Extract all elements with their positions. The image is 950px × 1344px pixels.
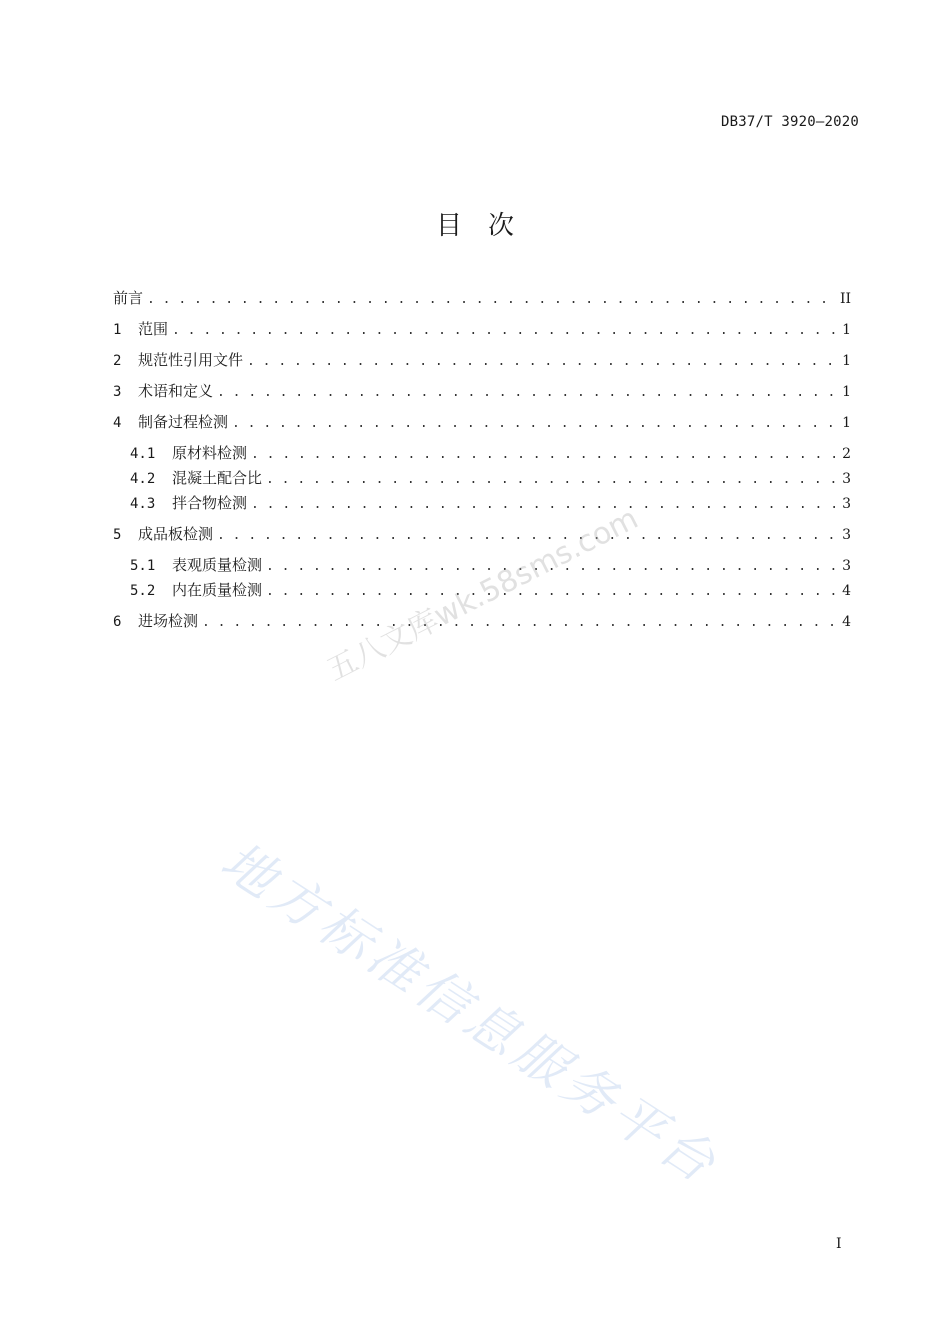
toc-entry-number: 1 — [113, 322, 122, 338]
toc-entry-number: 3 — [113, 384, 122, 400]
toc-entry-page: 3 — [842, 496, 851, 512]
toc-entry-preparation-testing[interactable] — [113, 411, 851, 433]
toc-entry-finished-panel[interactable] — [113, 523, 851, 545]
toc-entry-number: 6 — [113, 614, 122, 630]
toc-entry-page: 4 — [842, 583, 851, 599]
toc-entry-page: 4 — [842, 614, 851, 630]
toc-entry-number: 4 — [113, 415, 122, 431]
toc-leader-dots — [251, 494, 837, 516]
toc-entry-number: 4.2 — [130, 471, 156, 487]
watermark-small: 五八文库wk.58sms.com — [321, 501, 644, 689]
toc-entry-mixture[interactable] — [130, 492, 851, 514]
toc-entry-page: 3 — [842, 471, 851, 487]
toc-entry-mix-ratio[interactable] — [130, 467, 851, 489]
toc-entry-page: 3 — [842, 558, 851, 574]
toc-entry-page: 1 — [842, 384, 851, 400]
page-number: I — [836, 1236, 842, 1252]
toc-entry-number: 4.3 — [130, 496, 156, 512]
toc-leader-dots — [251, 444, 837, 466]
toc-entry-label: 制备过程检测 — [138, 413, 229, 431]
toc-entry-number: 5 — [113, 527, 122, 543]
toc-leader-dots — [147, 289, 836, 311]
watermark-large: 地方标准信息服务平台 — [210, 830, 730, 1198]
toc-entry-raw-materials[interactable] — [130, 442, 851, 464]
toc-entry-label: 前言 — [113, 289, 144, 307]
page-title: 目次 — [435, 211, 540, 241]
toc-leader-dots — [172, 320, 837, 342]
toc-entry-label: 进场检测 — [138, 612, 199, 630]
toc-entry-preface[interactable] — [113, 287, 851, 309]
toc-entry-page: 3 — [842, 527, 851, 543]
toc-entry-label: 原材料检测 — [172, 444, 248, 462]
toc-entry-number: 5.1 — [130, 558, 156, 574]
toc-entry-label: 内在质量检测 — [172, 581, 263, 599]
document-code: DB37/T 3920—2020 — [720, 114, 859, 130]
toc-entry-label: 混凝土配合比 — [172, 469, 263, 487]
toc-entry-normative-references[interactable] — [113, 349, 851, 371]
toc-entry-number: 2 — [113, 353, 122, 369]
toc-entry-label: 拌合物检测 — [172, 494, 248, 512]
toc-entry-number: 4.1 — [130, 446, 156, 462]
toc-entry-page: II — [839, 291, 851, 307]
toc-entry-page: 1 — [842, 415, 851, 431]
toc-entry-page: 1 — [842, 353, 851, 369]
toc-entry-label: 规范性引用文件 — [138, 351, 244, 369]
toc-entry-label: 表观质量检测 — [172, 556, 263, 574]
toc-entry-scope[interactable] — [113, 318, 851, 340]
toc-entry-label: 术语和定义 — [138, 382, 214, 400]
toc-entry-page: 1 — [842, 322, 851, 338]
toc-entry-terms[interactable] — [113, 380, 851, 402]
toc-entry-number: 5.2 — [130, 583, 156, 599]
toc-entry-label: 成品板检测 — [138, 525, 214, 543]
toc-entry-page: 2 — [842, 446, 851, 462]
toc-leader-dots — [266, 469, 837, 491]
toc-leader-dots — [217, 382, 837, 404]
toc-leader-dots — [232, 413, 837, 435]
toc-entry-label: 范围 — [138, 320, 169, 338]
toc-leader-dots — [247, 351, 837, 373]
toc-leader-dots — [202, 612, 837, 634]
toc-leader-dots — [266, 581, 837, 603]
